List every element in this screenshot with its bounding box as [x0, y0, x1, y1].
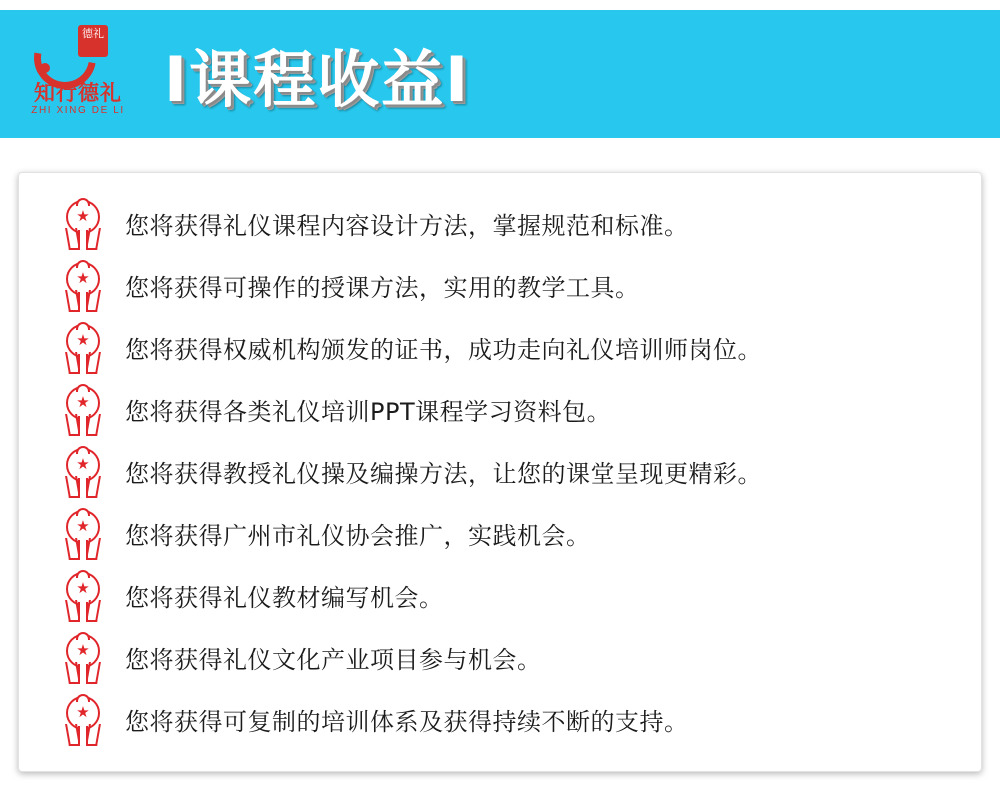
logo-mark-icon: [32, 21, 124, 79]
list-item: [61, 443, 957, 505]
logo-seal-text: 德礼: [78, 25, 108, 57]
benefit-text: 您将获得广州市礼仪协会推广，实践机会。: [125, 522, 591, 550]
benefit-text: 您将获得可复制的培训体系及获得持续不断的支持。: [125, 708, 689, 736]
list-item: [61, 691, 957, 753]
logo-dot-shape: [40, 63, 50, 73]
list-item: [61, 505, 957, 567]
list-item: [61, 567, 957, 629]
medal-icon: ★: [61, 324, 107, 376]
benefit-text: 您将获得礼仪课程内容设计方法，掌握规范和标准。: [125, 212, 689, 240]
benefit-text: 您将获得礼仪文化产业项目参与机会。: [125, 646, 542, 674]
logo-pinyin: ZHI XING DE LI: [31, 105, 125, 116]
medal-icon: ★: [61, 386, 107, 438]
page-title: I课程收益I: [164, 42, 471, 116]
list-item: [61, 381, 957, 443]
benefits-list: [61, 195, 957, 753]
list-item: [61, 257, 957, 319]
medal-icon: ★: [61, 572, 107, 624]
list-item: [61, 319, 957, 381]
medal-icon: ★: [61, 448, 107, 500]
brand-logo: [22, 19, 134, 129]
medal-icon: ★: [61, 262, 107, 314]
benefit-text: 您将获得权威机构颁发的证书，成功走向礼仪培训师岗位。: [125, 336, 762, 364]
medal-icon: ★: [61, 200, 107, 252]
benefit-text: 您将获得可操作的授课方法，实用的教学工具。: [125, 274, 640, 302]
benefit-text: 您将获得各类礼仪培训PPT课程学习资料包。: [125, 398, 612, 426]
medal-icon: ★: [61, 510, 107, 562]
list-item: [61, 195, 957, 257]
benefits-card: [18, 172, 982, 772]
header-banner: [0, 10, 1000, 138]
list-item: [61, 629, 957, 691]
benefit-text: 您将获得教授礼仪操及编操方法，让您的课堂呈现更精彩。: [125, 460, 762, 488]
medal-icon: ★: [61, 696, 107, 748]
logo-chinese-name: 知行德礼: [34, 81, 122, 105]
medal-icon: ★: [61, 634, 107, 686]
benefit-text: 您将获得礼仪教材编写机会。: [125, 584, 444, 612]
